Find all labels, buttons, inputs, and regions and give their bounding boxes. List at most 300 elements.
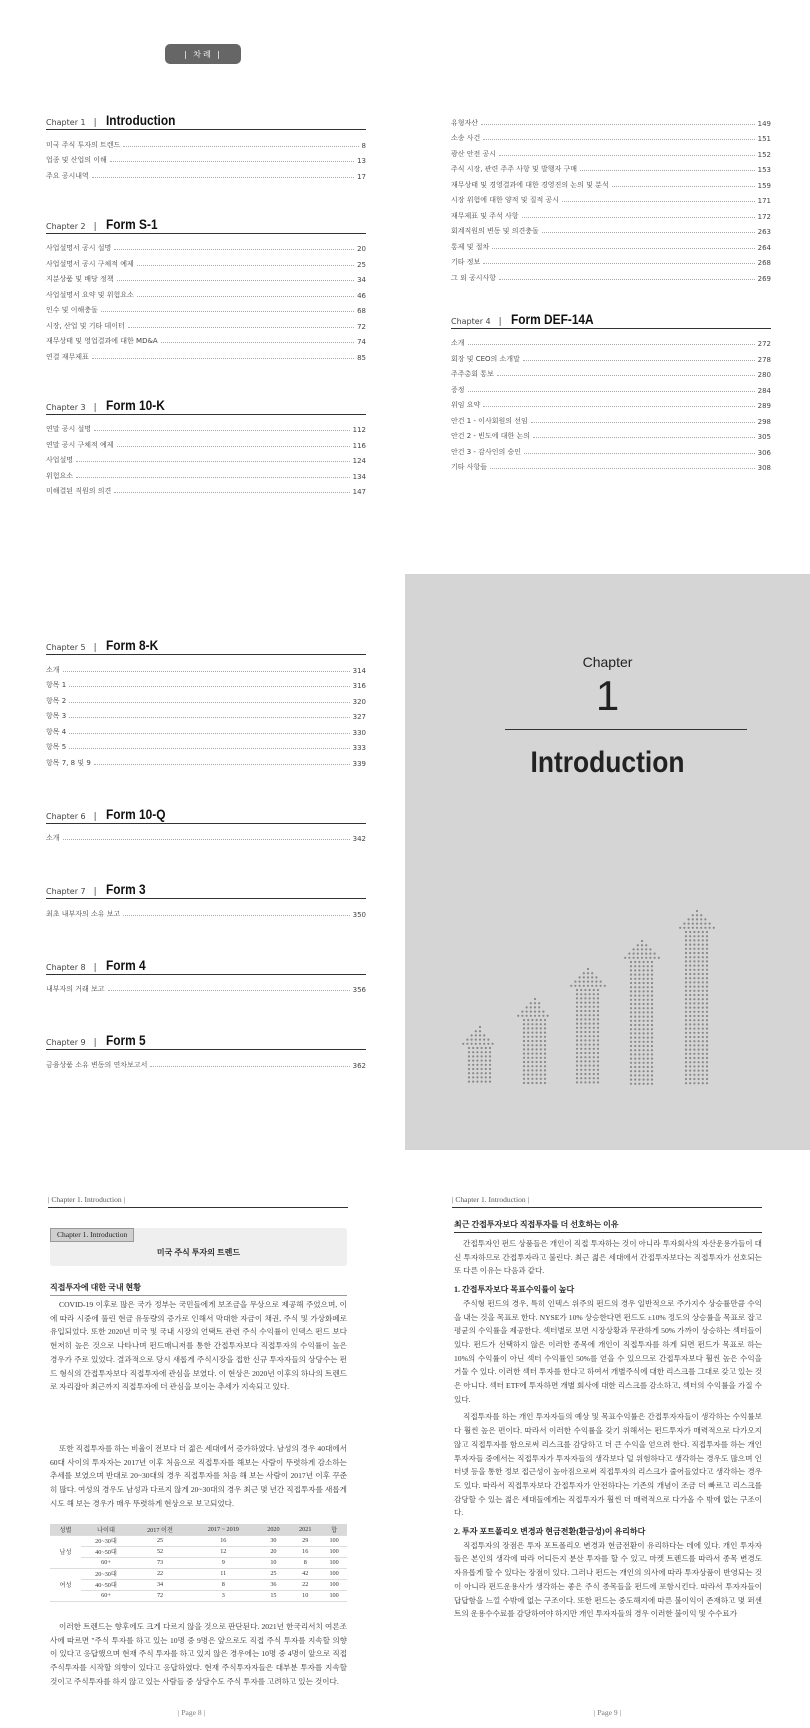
- chapter-title: Form 8-K: [105, 637, 158, 653]
- toc-column-1: [46, 112, 366, 531]
- chapter-separator: |: [93, 643, 97, 653]
- table-cell: 11: [189, 1568, 257, 1579]
- dot-leader: [524, 453, 755, 454]
- toc-entry[interactable]: [451, 205, 771, 221]
- dot-leader: [69, 748, 349, 749]
- toc-entry[interactable]: [451, 333, 771, 349]
- dot-leader: [110, 161, 354, 162]
- toc-entry-title: 재무제표 및 주석 사항: [451, 211, 519, 220]
- toc-entry-title: 회장 및 CEO의 소개말: [451, 354, 520, 363]
- dot-leader: [123, 915, 349, 916]
- dot-leader: [497, 375, 755, 376]
- toc-page-number: 314: [352, 666, 366, 675]
- dot-leader: [161, 342, 354, 343]
- dot-leader: [468, 391, 755, 392]
- chapter-title: Form 4: [105, 956, 146, 973]
- toc-entry[interactable]: [451, 457, 771, 473]
- toc-page-number: 124: [352, 457, 366, 465]
- dot-leader: [137, 265, 354, 266]
- running-head-rule: [48, 1207, 348, 1208]
- dot-leader: [612, 186, 755, 187]
- dot-leader: [483, 406, 754, 407]
- table-row: [50, 1535, 347, 1546]
- table-header-cell: 2021: [289, 1524, 321, 1535]
- toc-entry[interactable]: [46, 434, 366, 450]
- dot-leader: [492, 248, 754, 249]
- paragraph: 이러한 트렌드는 향후에도 크게 다르지 않을 것으로 판단된다. 2021년 한국리서치 여론조사에 따르면 "주식 투자를 하고 있는 10명 중 9명은 앞으로도 직접 주식 투자를 지속할 의향이 있다고 응답했으며 현재 주식 투자를 하고 있지 않은 경우에는 10명 중 4명이 앞으로 직접 주식투자를 시작할 의향이 있다고 응답하였다. 현재 주식투자자들은 대부분 투자를 지속할 것이고 주식투자를 하지 않고 있는 사람들 중 상당수도 주식 투자를 고려하고 있는 것이다.: [50, 1622, 347, 1686]
- table-cell: 25: [258, 1568, 290, 1579]
- toc-page-number: 316: [352, 682, 366, 690]
- dot-leader: [542, 232, 755, 233]
- chapter-label: Chapter 5: [46, 643, 86, 652]
- toc-entry-title: 항목 5: [46, 743, 67, 751]
- paragraph: COVID-19 이후로 많은 국가 정부는 국민들에게 보조금을 무상으로 제공해 주었으며, 이에 따라 시중에 풀린 현금 유동량의 증가로 인해서 막대한 자금이 채권, 주식 및 가상화폐로 유입되었다. 또한 2020년 미국 및 국내 시장의 언택트 관련 주식 수익률이 인덱스 펀드 보다 현저히 높은 것으로 나타나며 펀드매니저를 통한 간접투자보다 직접투자의 수익률이 높은 경우가 주로 있었다. 결과적으로 당시 새롭게 주식시장을 접한 신규 투자자들의 상당수는 펀드 형식의 간접투자보다 직접투자에 관심을 보였다. 이 현상은 2020년 이후의 하나의 트렌드로 자리잡아 최근까지 직접투자에 더 관심을 보이는 추세가 지속되고 있다.: [50, 1300, 347, 1392]
- section-box-title: 미국 주식 투자의 트렌드: [156, 1248, 241, 1257]
- paragraph: 간접투자인 펀드 상품들은 개인이 직접 투자하는 것이 아니라 투자회사의 자산운용가들이 대신 투자하므로 간접투자라고 불린다. 최근 젊은 세대에서 간접투자보다는 직접투자가 선호되는 또 다른 이유는 다음과 같다.: [454, 1239, 762, 1276]
- toc-page-number: 289: [757, 402, 771, 410]
- dot-leader: [490, 468, 755, 469]
- toc-entry[interactable]: [46, 284, 366, 300]
- chapter-separator: |: [93, 887, 97, 897]
- toc-entry[interactable]: [46, 903, 366, 919]
- toc-entry[interactable]: [451, 426, 771, 442]
- toc-entry[interactable]: [46, 300, 366, 316]
- table-cell: 10: [289, 1590, 321, 1601]
- toc-page-number: 333: [352, 744, 366, 752]
- table-cell: 3: [189, 1590, 257, 1601]
- chapter-heading[interactable]: [46, 637, 366, 655]
- toc-column-2: [451, 112, 771, 472]
- table-row: [50, 1579, 347, 1590]
- growth-arrows-illustration: [405, 574, 810, 1150]
- toc-entry[interactable]: [46, 690, 366, 706]
- toc-page-number: 308: [757, 464, 771, 472]
- table-group-cell: 남성: [50, 1535, 81, 1568]
- toc-chapter: [46, 397, 366, 497]
- toc-page-number: 362: [352, 1061, 366, 1070]
- toc-page-number: 278: [757, 355, 771, 364]
- chapter-heading[interactable]: [451, 311, 771, 329]
- toc-entry[interactable]: [46, 675, 366, 691]
- toc-entry-title: 기타 정보: [451, 258, 481, 266]
- toc-entry-title: 소송 사건: [451, 134, 481, 142]
- title-rule: [454, 1232, 762, 1233]
- running-head-rule: [452, 1207, 762, 1208]
- chapter-title: Introduction: [105, 112, 176, 128]
- chapter-heading[interactable]: [46, 112, 366, 130]
- dot-leader: [114, 492, 349, 493]
- toc-entry[interactable]: [46, 165, 366, 181]
- paragraph: 주식형 펀드의 경우, 특히 인덱스 위주의 펀드의 경우 일반적으로 주가지수 상승률만큼 수익을 내는 것을 목표로 한다. NYSE가 10% 상승한다면 펀드도 ±10% 정도의 상승률을 목표로 잡고 평균의 수익률을 제공한다. 섹터별로 보면 시장상황과 무관하게 50% 가까이 상승하는 섹터들이 있다. 펀드가 선택하지 않은 이러한 종목에 개인이 직접투자를 하게 되면 펀드가 목표로 하는 10%의 수익률이 아닌 섹터 수익률인 50%를 얻을 수 있으므로 간접투자보다 훨씬 높은 수익을 거둘 수 있다. 이러한 섹터 투자를 한다고 하여서 개별주식에 대한 리스크를 그대로 갖고 있는 것은 아니다. 섹터 ETF에 투자하면 개별 회사에 대한 리스크를 감소하고, 섹터의 수익률을 가질 수 있다.: [454, 1298, 762, 1404]
- toc-tab: | 차례 |: [165, 44, 241, 64]
- chapter-title: Form S-1: [105, 215, 158, 232]
- toc-page-number: 46: [357, 291, 366, 300]
- toc-entry[interactable]: [46, 706, 366, 722]
- page8-footer: | Page 8 |: [178, 1708, 205, 1717]
- toc-page-number: 153: [757, 166, 771, 174]
- toc-entry[interactable]: [46, 721, 366, 737]
- toc-page-number: 13: [357, 157, 366, 165]
- toc-page-number: 269: [757, 274, 771, 283]
- table-cell: 100: [321, 1546, 347, 1557]
- subheading-1: 1. 간접투자보다 목표수익률이 높다: [454, 1285, 575, 1295]
- toc-entry[interactable]: [451, 441, 771, 457]
- dot-leader: [92, 358, 354, 359]
- toc-entry[interactable]: [46, 465, 366, 481]
- dot-leader: [499, 279, 755, 280]
- toc-entry-title: 연결 재무제표: [46, 352, 89, 361]
- toc-entry[interactable]: [46, 659, 366, 675]
- table-cell: 100: [321, 1557, 347, 1568]
- chapter-title: Form 5: [105, 1032, 146, 1048]
- chapter-separator: |: [93, 962, 97, 973]
- toc-page-number: 264: [757, 243, 771, 252]
- toc-page-number: 330: [352, 728, 366, 737]
- dotted-arrow: [679, 910, 715, 1084]
- chapter-heading[interactable]: [46, 806, 366, 824]
- toc-entry[interactable]: [451, 267, 771, 283]
- toc-entry-title: 사업설명서 공시 구체적 예제: [46, 259, 134, 268]
- toc-page-number: 20: [357, 245, 366, 253]
- toc-entry-title: 시장, 산업 및 기타 데이터: [46, 321, 125, 330]
- toc-entry[interactable]: [451, 364, 771, 380]
- table-cell: 29: [289, 1535, 321, 1546]
- toc-page-number: 74: [357, 338, 366, 346]
- dot-leader: [94, 764, 350, 765]
- dot-leader: [69, 717, 349, 718]
- toc-entry[interactable]: [451, 252, 771, 268]
- toc-page-number: 159: [757, 181, 771, 190]
- chapter-label: Chapter 9: [46, 1038, 86, 1047]
- toc-page-number: 339: [352, 759, 366, 768]
- toc-entry[interactable]: [46, 269, 366, 285]
- toc-entry[interactable]: [451, 410, 771, 426]
- table-cell: 60+: [81, 1557, 131, 1568]
- table-cell: 8: [289, 1557, 321, 1568]
- table-cell: 20~30대: [81, 1568, 131, 1579]
- dot-leader: [483, 139, 754, 140]
- toc-page-number: 280: [757, 371, 771, 379]
- dot-leader: [123, 146, 358, 147]
- dot-leader: [137, 296, 354, 297]
- toc-entry[interactable]: [451, 112, 771, 128]
- table-cell: 100: [321, 1568, 347, 1579]
- toc-page-number: 268: [757, 259, 771, 267]
- toc-entry-title: 증정: [451, 385, 465, 394]
- toc-entry-title: 기타 사항들: [451, 463, 488, 471]
- chapter-heading[interactable]: [46, 1032, 366, 1050]
- dot-leader: [92, 177, 354, 178]
- toc-entry-title: 최초 내부자의 소유 보고: [46, 909, 121, 918]
- toc-entry-title: 금융상품 소유 변동의 연차보고서: [46, 1060, 148, 1069]
- toc-page-number: 172: [757, 212, 771, 221]
- toc-entry[interactable]: [46, 331, 366, 347]
- dot-leader: [522, 217, 755, 218]
- dot-leader: [533, 437, 755, 438]
- toc-entry[interactable]: [451, 221, 771, 237]
- page8-body-2: [50, 1442, 347, 1511]
- dot-leader: [108, 990, 350, 991]
- table-header-cell: 합: [321, 1524, 347, 1535]
- toc-entry-title: 그 외 공시사항: [451, 273, 497, 282]
- section-box-label: Chapter 1. Introduction: [50, 1228, 134, 1242]
- toc-entry-title: 항목 4: [46, 727, 67, 736]
- dotted-arrow: [624, 940, 660, 1085]
- toc-entry-title: 소개: [46, 665, 60, 674]
- chapter-separator: |: [93, 118, 97, 128]
- toc-page-number: 263: [757, 228, 771, 236]
- chapter-title: Form DEF-14A: [510, 310, 594, 327]
- toc-entry[interactable]: [46, 1054, 366, 1070]
- toc-entry[interactable]: [451, 236, 771, 252]
- table-cell: 36: [258, 1579, 290, 1590]
- table-cell: 52: [131, 1546, 189, 1557]
- dot-leader: [101, 311, 354, 312]
- toc-page-number: 320: [352, 697, 366, 706]
- toc-entry-title: 연말 공시 설명: [46, 425, 92, 433]
- paragraph: 직접투자를 하는 개인 투자자들의 예상 및 목표수익률은 간접투자자들이 생각하는 수익률보다 훨씬 높은 편이다. 따라서 이러한 수익률을 갖기 위해서는 펀드투자가 매력적으로 다가오지 않고 직접투자를 함으로써 리스크를 감당하고 더 큰 수익을 얻으려 한다. 직접투자를 하는 개인투자자들 중에서는 직접투자가 투자자들의 생각보다 덜 위험하다고 생각하는 경우도 많으며 인터넷 등을 통한 정보 접근성이 높아짐으로써 직접투자의 리스크가 줄어들었다고 생각하는 경우도 있다. 따라서 직접투자보다 간접투자가 안전하다는 기존의 개념이 조금 더 빠르고 리스크를 감당할 수 있는 젊은 세대들에게는 직접투자가 훨씬 더 매력적으로 다가올 수 밖에 없는 구조이다.: [454, 1412, 762, 1518]
- dot-leader: [562, 201, 755, 202]
- toc-entry-title: 안건 3 - 감사인의 승인: [451, 447, 521, 456]
- table-cell: 16: [189, 1535, 257, 1546]
- toc-entry-title: 재무상태 및 영업결과에 대한 MD&A: [46, 337, 158, 345]
- toc-chapter: [46, 1032, 366, 1070]
- table-cell: 20: [258, 1546, 290, 1557]
- toc-entry[interactable]: [46, 737, 366, 753]
- toc-page-number: 298: [757, 417, 771, 426]
- toc-entry-title: 사업설명서 요약 및 위험요소: [46, 290, 134, 299]
- toc-chapter: [46, 957, 366, 995]
- toc-page-number: 350: [352, 910, 366, 919]
- dot-leader: [69, 702, 349, 703]
- chapter-label: Chapter 4: [451, 316, 491, 326]
- table-cell: 25: [131, 1535, 189, 1546]
- table-cell: 40~50대: [81, 1579, 131, 1590]
- chapter-label: Chapter 6: [46, 811, 86, 821]
- page9-body: [454, 1237, 762, 1621]
- toc-entry-title: 지분상품 및 배당 정책: [46, 275, 114, 283]
- toc-entry-title: 안건 2 - 빈도에 대한 논의: [451, 432, 530, 440]
- table-cell: 22: [131, 1568, 189, 1579]
- toc-entry-title: 내부자의 거래 보고: [46, 985, 105, 993]
- toc-entry-title: 주주총회 통보: [451, 370, 494, 378]
- chapter-heading[interactable]: [46, 397, 366, 415]
- toc-page-number: 116: [352, 441, 366, 450]
- page9-title: 최근 간접투자보다 직접투자를 더 선호하는 이유: [454, 1220, 619, 1229]
- toc-entry[interactable]: [451, 128, 771, 144]
- chapter-label: Chapter 1: [46, 118, 86, 127]
- toc-entry-title: 업종 및 산업의 이해: [46, 156, 107, 164]
- toc-entry-title: 항목 7, 8 및 9: [46, 758, 91, 767]
- toc-page-number: 147: [352, 488, 366, 496]
- toc-page-number: 305: [757, 433, 771, 441]
- dot-leader: [483, 263, 754, 264]
- dot-leader: [499, 155, 755, 156]
- toc-chapter: [451, 311, 771, 473]
- toc-page-number: 85: [357, 353, 366, 362]
- dot-leader: [150, 1066, 349, 1067]
- cover-chapter-number: 1: [595, 672, 620, 719]
- paragraph: 직접투자의 장점은 투자 포트폴리오 변경과 현금전환이 유리하다는 데에 있다. 개인 투자자들은 본인의 생각에 따라 어디든지 분산 투자를 할 수 있고, 마켓 트렌드를 따라서 종목 변경도 자유롭게 할 수 있다는 장점이 있다. 그러나 펀드는 개인의 의사에 따라 투자상품이 반영되는 것이 아니라 펀드운용사가 생각하는 좋은 주식 종목들을 펀드에 포함시킨다. 따라서 투자자들이 답답함을 느낄 수밖에 없는 구조이다. 또한 펀드는 중도해지에 따른 불이익이 존재하고 몇 퍼센트의 운용수수료를 감당하여야 하지만 개인 투자자들의 경우 이러한 불이익 및 수수료가: [454, 1540, 762, 1619]
- toc-chapter: [46, 881, 366, 919]
- table-cell: 10: [258, 1557, 290, 1568]
- running-head-page8: | Chapter 1. Introduction |: [48, 1195, 125, 1204]
- toc-entry[interactable]: [46, 134, 366, 150]
- toc-page-number: 112: [352, 426, 366, 434]
- toc-entry-title: 위임 요약: [451, 401, 481, 409]
- toc-entry[interactable]: [46, 253, 366, 269]
- table-group-cell: 여성: [50, 1568, 81, 1601]
- table-cell: 60+: [81, 1590, 131, 1601]
- dot-leader: [94, 430, 350, 431]
- toc-entry-title: 항목 3: [46, 712, 67, 720]
- chapter-separator: |: [93, 1038, 97, 1048]
- dotted-arrow: [570, 968, 606, 1084]
- dot-leader: [76, 461, 350, 462]
- chapter-separator: |: [93, 221, 97, 232]
- toc-entry[interactable]: [46, 450, 366, 466]
- toc-entry[interactable]: [451, 379, 771, 395]
- dot-leader: [69, 733, 349, 734]
- dotted-arrow: [462, 1026, 494, 1083]
- toc-entry[interactable]: [46, 752, 366, 768]
- chapter-label: Chapter 8: [46, 962, 86, 972]
- toc-entry-title: 회계직원의 변동 및 의견충돌: [451, 227, 539, 235]
- toc-entry-title: 주식 시장, 관련 주주 사항 및 발행자 구매: [451, 165, 577, 173]
- chapter-heading[interactable]: [46, 216, 366, 234]
- chapter-title: Form 10-Q: [105, 805, 166, 822]
- table-row: [50, 1557, 347, 1568]
- toc-chapter: [46, 112, 366, 181]
- toc-page-number: 342: [352, 835, 366, 843]
- toc-entry[interactable]: [451, 174, 771, 190]
- toc-entry[interactable]: [451, 348, 771, 364]
- table-cell: 22: [289, 1579, 321, 1590]
- section-box: [50, 1228, 347, 1266]
- table-cell: 20~30대: [81, 1535, 131, 1546]
- toc-page-number: 306: [757, 448, 771, 457]
- dot-leader: [69, 686, 349, 687]
- chapter-label: Chapter 7: [46, 887, 86, 896]
- toc-entry-title: 소개: [46, 834, 60, 842]
- table-cell: 8: [189, 1579, 257, 1590]
- subheading-rule: [50, 1295, 347, 1296]
- toc-entry[interactable]: [451, 190, 771, 206]
- dot-leader: [580, 170, 755, 171]
- toc-page-number: 284: [757, 386, 771, 395]
- toc-entry[interactable]: [46, 150, 366, 166]
- subheading-2: 2. 투자 포트폴리오 변경과 현금전환(환금성)이 유리하다: [454, 1527, 646, 1537]
- toc-page-number: 34: [357, 276, 366, 284]
- paragraph: 또한 직접투자를 하는 비율이 전보다 더 젊은 세대에서 증가하였다. 남성의 경우 40대에서 60대 사이의 투자자는 2017년 이후 처음으로 직접투자를 해보는 사람이 뚜렷하게 감소하는 추세를 보였으며 반대로 20~30대의 경우 직접투자를 처음 해 보는 사람이 2017년 이후 꾸준히 많다. 여성의 경우도 남성과 다르지 않게 20~30대의 경우 최근 몇 년간 직접투자를 새롭게 시도 해 보는 경우가 매우 뚜렷하게 현상으로 보고되었다.: [50, 1444, 347, 1508]
- toc-entry[interactable]: [451, 395, 771, 411]
- toc-page-number: 25: [357, 260, 366, 269]
- toc-entry-title: 미국 주식 투자의 트렌드: [46, 140, 121, 149]
- toc-entry-title: 재무상태 및 경영결과에 대한 경영진의 논의 및 분석: [451, 180, 609, 189]
- toc-column-3: [46, 637, 366, 1108]
- toc-entry-title: 위험요소: [46, 471, 74, 480]
- chapter-heading[interactable]: [46, 957, 366, 975]
- toc-entry[interactable]: [46, 979, 366, 995]
- dot-leader: [63, 671, 350, 672]
- table-cell: 34: [131, 1579, 189, 1590]
- table-cell: 30: [258, 1535, 290, 1546]
- table-row: [50, 1568, 347, 1579]
- toc-entry-title: 항목 1: [46, 681, 67, 689]
- dot-leader: [114, 249, 354, 250]
- table-cell: 72: [131, 1590, 189, 1601]
- dot-leader: [531, 422, 755, 423]
- table-cell: 100: [321, 1590, 347, 1601]
- toc-page-number: 17: [357, 172, 366, 181]
- toc-chapter: [46, 806, 366, 844]
- toc-entry[interactable]: [46, 481, 366, 497]
- toc-entry-title: 안건 1 - 이사회원의 선임: [451, 416, 528, 425]
- toc-entry[interactable]: [46, 419, 366, 435]
- table-header-cell: 나이대: [81, 1524, 131, 1535]
- dot-leader: [117, 280, 355, 281]
- chapter-separator: |: [498, 316, 502, 327]
- dot-leader: [523, 360, 755, 361]
- toc-entry-title: 소개: [451, 339, 465, 347]
- toc-page-number: 8: [361, 141, 366, 150]
- table-cell: 40~50대: [81, 1546, 131, 1557]
- subheading-domestic: 직접투자에 대한 국내 현황: [50, 1283, 142, 1292]
- chapter-title: Form 10-K: [105, 396, 165, 413]
- toc-entry-title: 사업설명: [46, 456, 74, 464]
- toc-entry[interactable]: [451, 143, 771, 159]
- toc-entry-title: 사업설명서 공시 설명: [46, 244, 112, 252]
- toc-page-number: 149: [757, 119, 771, 128]
- toc-page-number: 356: [352, 986, 366, 994]
- dot-leader: [63, 839, 350, 840]
- table-cell: 73: [131, 1557, 189, 1568]
- chapter-heading[interactable]: [46, 881, 366, 899]
- toc-page-number: 152: [757, 150, 771, 159]
- chapter-separator: |: [93, 402, 97, 413]
- dot-leader: [117, 446, 350, 447]
- toc-page-number: 327: [352, 713, 366, 721]
- toc-entry[interactable]: [46, 315, 366, 331]
- dot-leader: [481, 124, 755, 125]
- toc-entry[interactable]: [46, 238, 366, 254]
- page8-body-1: [50, 1298, 347, 1394]
- table-row: [50, 1590, 347, 1601]
- toc-chapter: [46, 216, 366, 362]
- table-header-cell: 2017 이전: [131, 1524, 189, 1535]
- table-cell: 16: [289, 1546, 321, 1557]
- toc-entry[interactable]: [451, 159, 771, 175]
- chapter-label: Chapter 2: [46, 221, 86, 231]
- toc-entry-title: 인수 및 이해충돌: [46, 306, 98, 314]
- toc-page-number: 134: [352, 472, 366, 481]
- chapter-title: Form 3: [105, 881, 146, 897]
- toc-entry[interactable]: [46, 346, 366, 362]
- table-cell: 9: [189, 1557, 257, 1568]
- table-cell: 12: [189, 1546, 257, 1557]
- table-cell: 100: [321, 1579, 347, 1590]
- chapter-separator: |: [93, 811, 97, 822]
- table-header-cell: 성별: [50, 1524, 81, 1535]
- toc-entry-title: 미해결된 직원의 의견: [46, 487, 112, 495]
- table-cell: 15: [258, 1590, 290, 1601]
- toc-entry-title: 연말 공시 구체적 예제: [46, 440, 114, 449]
- cover-chapter-label: Chapter: [582, 654, 633, 670]
- dot-leader: [128, 327, 354, 328]
- chapter-cover: [405, 574, 810, 1150]
- toc-entry[interactable]: [46, 828, 366, 844]
- table-cell: 100: [321, 1535, 347, 1546]
